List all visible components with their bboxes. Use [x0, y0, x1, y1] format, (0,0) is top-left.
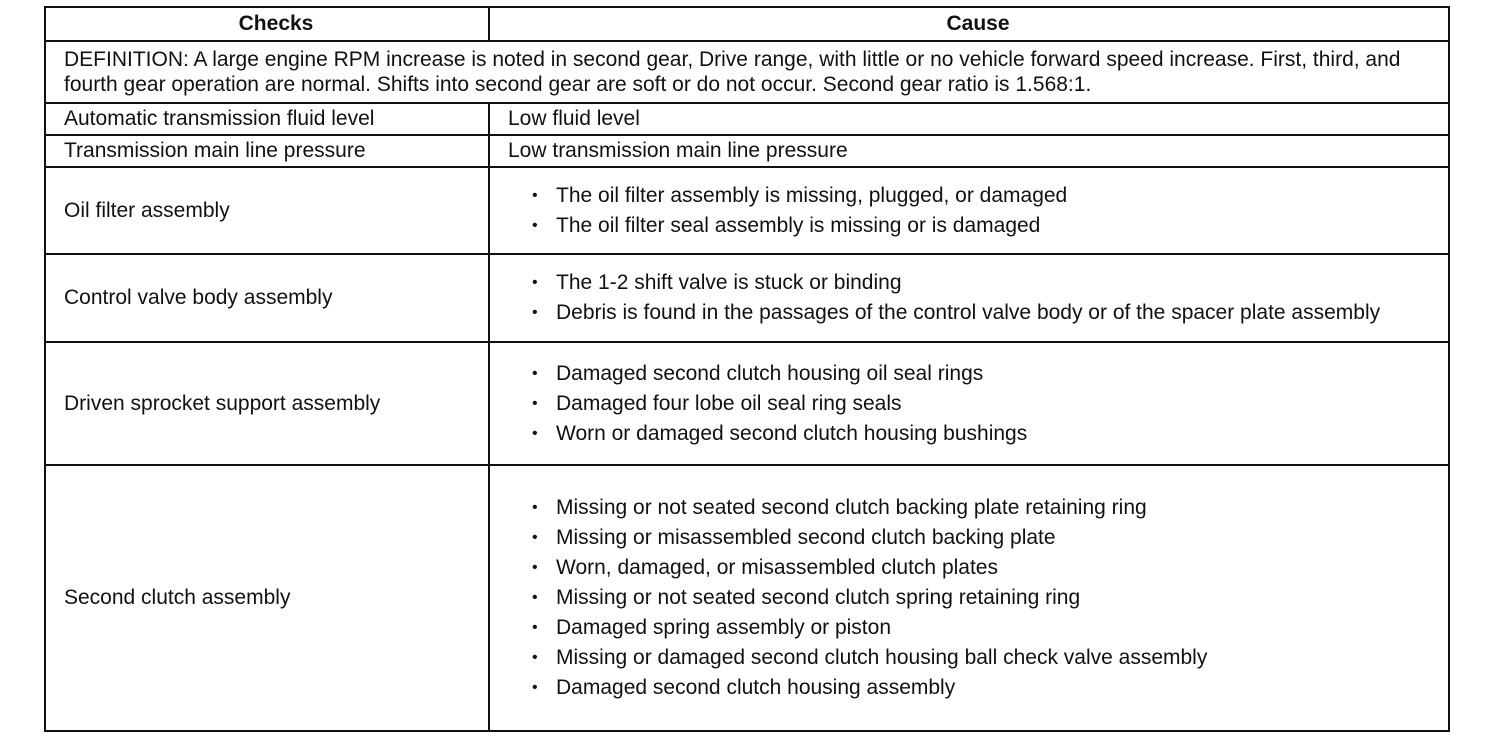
- cause-text: Missing or damaged second clutch housing ball check valve assembly: [556, 646, 1208, 670]
- cause-item: [508, 421, 1448, 447]
- bullet-icon: •: [532, 394, 538, 412]
- cause-item: [508, 361, 1448, 387]
- cause-text: Damaged second clutch housing oil seal rings: [556, 361, 984, 385]
- cause-text: Damaged spring assembly or piston: [556, 616, 891, 640]
- cause-cell: Low fluid level: [489, 103, 1449, 135]
- check-cell: Transmission main line pressure: [45, 135, 489, 167]
- cause-item: [508, 300, 1448, 326]
- bullet-icon: •: [532, 559, 538, 577]
- cause-item: [508, 391, 1448, 417]
- bullet-icon: •: [532, 186, 538, 204]
- cause-cell: [489, 342, 1449, 465]
- bullet-icon: •: [532, 679, 538, 697]
- cause-item: [508, 555, 1448, 581]
- cause-item: [508, 525, 1448, 551]
- check-cell: Control valve body assembly: [45, 254, 489, 342]
- cause-text: Missing or not seated second clutch backing plate retaining ring: [556, 496, 1147, 520]
- cause-text: Debris is found in the passages of the control valve body or of the spacer plate assembly: [556, 301, 1381, 325]
- bullet-icon: •: [532, 274, 538, 292]
- bullet-icon: •: [532, 424, 538, 442]
- check-cell: Driven sprocket support assembly: [45, 342, 489, 465]
- check-cell: Automatic transmission fluid level: [45, 103, 489, 135]
- bullet-icon: •: [532, 499, 538, 517]
- cause-item: [508, 675, 1448, 701]
- cause-list: [508, 487, 1448, 709]
- bullet-icon: •: [532, 216, 538, 234]
- definition-row: [45, 41, 1449, 103]
- check-cell: Second clutch assembly: [45, 465, 489, 731]
- diagnostic-table: [44, 6, 1450, 732]
- cause-item: [508, 645, 1448, 671]
- cause-item: [508, 585, 1448, 611]
- cause-text: The oil filter seal assembly is missing or is damaged: [556, 213, 1041, 237]
- table-row: [45, 167, 1449, 255]
- bullet-icon: •: [532, 619, 538, 637]
- table-row: [45, 342, 1449, 465]
- cause-item: [508, 270, 1448, 296]
- cause-text: Worn, damaged, or misassembled clutch plates: [556, 556, 998, 580]
- cause-text: Damaged second clutch housing assembly: [556, 676, 956, 700]
- table-row: [45, 103, 1449, 135]
- definition-text: DEFINITION: A large engine RPM increase is noted in second gear, Drive range, with little or no vehicle forward speed increase. First, third, and fourth gear operation are normal. Shifts into second gear are soft or do not occur. Second gear ratio is 1.568:1.: [45, 41, 1449, 103]
- bullet-icon: •: [532, 589, 538, 607]
- table-row: [45, 135, 1449, 167]
- cause-item: [508, 615, 1448, 641]
- cause-cell: [489, 254, 1449, 342]
- cause-text: The 1-2 shift valve is stuck or binding: [556, 271, 902, 295]
- cause-list: [508, 175, 1448, 247]
- header-row: [45, 7, 1449, 41]
- cause-item: [508, 213, 1448, 239]
- cause-text: Missing or not seated second clutch spring retaining ring: [556, 586, 1081, 610]
- cause-cell: Low transmission main line pressure: [489, 135, 1449, 167]
- cause-list: [508, 262, 1448, 334]
- header-cause: Cause: [489, 7, 1449, 41]
- cause-text: Missing or misassembled second clutch backing plate: [556, 526, 1056, 550]
- cause-cell: [489, 167, 1449, 255]
- cause-text: The oil filter assembly is missing, plugged, or damaged: [556, 183, 1068, 207]
- check-cell: Oil filter assembly: [45, 167, 489, 255]
- bullet-icon: •: [532, 304, 538, 322]
- table-row: [45, 254, 1449, 342]
- cause-text: Worn or damaged second clutch housing bushings: [556, 421, 1028, 445]
- header-checks: Checks: [45, 7, 489, 41]
- table-row: [45, 465, 1449, 731]
- cause-item: [508, 495, 1448, 521]
- bullet-icon: •: [532, 364, 538, 382]
- cause-cell: [489, 465, 1449, 731]
- cause-list: [508, 353, 1448, 455]
- bullet-icon: •: [532, 529, 538, 547]
- cause-item: [508, 183, 1448, 209]
- cause-text: Damaged four lobe oil seal ring seals: [556, 391, 902, 415]
- bullet-icon: •: [532, 649, 538, 667]
